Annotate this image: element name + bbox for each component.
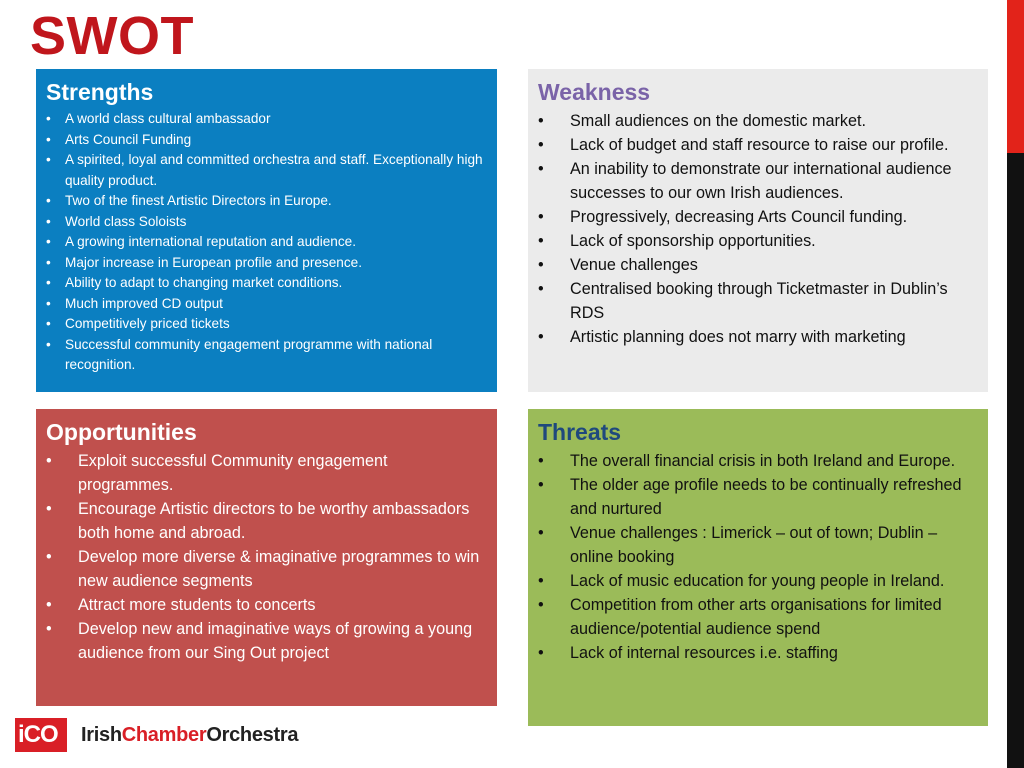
list-item-text: Successful community engagement programme with national recognition. — [65, 336, 433, 372]
brand-name — [81, 724, 298, 747]
list-item — [46, 335, 487, 376]
threats-heading: Threats — [538, 419, 622, 445]
list-item-text: Lack of music education for young people in Ireland. — [570, 572, 945, 590]
list-item — [46, 273, 487, 294]
bullet-icon: • — [46, 620, 52, 638]
weakness-box — [528, 69, 988, 392]
bullet-icon: • — [46, 336, 51, 352]
list-item — [538, 133, 978, 157]
bullet-icon: • — [538, 160, 544, 178]
weakness-heading: Weakness — [538, 79, 651, 105]
list-item-text: Two of the finest Artistic Directors in Europe. — [65, 193, 332, 208]
list-item-text: Progressively, decreasing Arts Council funding. — [570, 208, 908, 226]
bullet-icon: • — [538, 232, 544, 250]
bullet-icon: • — [46, 131, 51, 147]
list-item — [538, 229, 978, 253]
list-item-text: Major increase in European profile and presence. — [65, 254, 362, 270]
bullet-icon: • — [538, 644, 544, 662]
threats-list — [538, 449, 978, 665]
bullet-icon: • — [46, 193, 51, 208]
bullet-icon: • — [46, 548, 52, 566]
bullet-icon: • — [538, 596, 544, 614]
list-item — [46, 109, 487, 130]
bullet-icon: • — [538, 524, 544, 542]
slide-title: SWOT — [30, 6, 194, 66]
bullet-icon: • — [538, 476, 544, 494]
list-item-text: Much improved CD output — [65, 295, 223, 311]
list-item-text: A growing international reputation and audience. — [65, 234, 356, 249]
list-item-text: Competition from other arts organisations for limited audience/potential audience spend — [570, 596, 942, 638]
list-item — [46, 130, 487, 151]
bullet-icon: • — [538, 136, 544, 154]
list-item — [538, 569, 978, 593]
list-item — [538, 109, 978, 133]
bullet-icon: • — [538, 328, 544, 346]
list-item — [46, 617, 487, 665]
opportunities-box — [36, 409, 497, 706]
list-item — [46, 253, 487, 274]
list-item-text: Develop more diverse & imaginative programmes to win new audience segments — [78, 548, 480, 590]
bullet-icon: • — [46, 213, 51, 229]
bullet-icon: • — [538, 280, 544, 298]
ico-logo — [15, 717, 298, 753]
bullet-icon: • — [46, 596, 52, 614]
list-item-text: An inability to demonstrate our international audience successes to our own Irish audiences. — [570, 160, 952, 202]
list-item-text: Artistic planning does not marry with marketing — [570, 328, 906, 346]
bullet-icon: • — [46, 316, 51, 331]
list-item-text: Encourage Artistic directors to be worthy ambassadors both home and abroad. — [78, 500, 470, 542]
list-item-text: Venue challenges — [570, 256, 698, 274]
list-item — [46, 314, 487, 335]
list-item-text: Develop new and imaginative ways of growing a young audience from our Sing Out project — [78, 620, 473, 662]
list-item-text: Lack of budget and staff resource to raise our profile. — [570, 136, 949, 154]
list-item — [538, 593, 978, 641]
list-item — [538, 205, 978, 229]
list-item — [538, 277, 978, 325]
list-item-text: Exploit successful Community engagement programmes. — [78, 452, 388, 494]
threats-box — [528, 409, 988, 726]
list-item — [538, 521, 978, 569]
opportunities-list — [46, 449, 487, 665]
list-item-text: The overall financial crisis in both Ireland and Europe. — [570, 452, 956, 470]
bullet-icon: • — [46, 234, 51, 249]
list-item-text: The older age profile needs to be continually refreshed and nurtured — [570, 476, 962, 518]
ico-logo-mark: iCO — [15, 718, 67, 752]
bullet-icon: • — [46, 500, 52, 518]
weakness-list — [538, 109, 978, 349]
strengths-box — [36, 69, 497, 392]
list-item-text: Lack of internal resources i.e. staffing — [570, 644, 838, 662]
list-item — [46, 294, 487, 315]
list-item — [538, 253, 978, 277]
accent-bar-black — [1007, 153, 1024, 768]
brand-part-orchestra: Orchestra — [206, 723, 299, 746]
list-item — [538, 473, 978, 521]
list-item-text: Small audiences on the domestic market. — [570, 112, 867, 130]
list-item — [46, 212, 487, 233]
brand-part-chamber: Chamber — [121, 723, 207, 746]
list-item — [46, 545, 487, 593]
list-item — [46, 497, 487, 545]
bullet-icon: • — [538, 256, 544, 274]
list-item-text: Arts Council Funding — [65, 131, 192, 147]
bullet-icon: • — [538, 452, 544, 470]
list-item — [46, 150, 487, 191]
list-item — [46, 191, 487, 212]
list-item-text: Competitively priced tickets — [65, 316, 230, 331]
list-item — [538, 449, 978, 473]
list-item — [46, 232, 487, 253]
list-item-text: Venue challenges : Limerick – out of town; Dublin – online booking — [570, 524, 938, 566]
list-item — [538, 325, 978, 349]
bullet-icon: • — [46, 295, 51, 311]
bullet-icon: • — [46, 111, 51, 126]
list-item-text: Centralised booking through Ticketmaster in Dublin’s RDS — [570, 280, 948, 322]
strengths-list — [46, 109, 487, 376]
bullet-icon: • — [538, 572, 544, 590]
list-item-text: World class Soloists — [65, 213, 187, 229]
list-item — [46, 593, 487, 617]
list-item — [538, 641, 978, 665]
list-item — [46, 449, 487, 497]
bullet-icon: • — [46, 254, 51, 270]
bullet-icon: • — [538, 208, 544, 226]
accent-bar-red — [1007, 0, 1024, 153]
bullet-icon: • — [538, 112, 544, 130]
bullet-icon: • — [46, 152, 51, 167]
opportunities-heading: Opportunities — [46, 419, 197, 445]
list-item-text: Attract more students to concerts — [78, 596, 316, 614]
list-item-text: A world class cultural ambassador — [65, 111, 271, 126]
list-item-text: Lack of sponsorship opportunities. — [570, 232, 816, 250]
brand-part-irish: Irish — [81, 723, 122, 746]
list-item-text: Ability to adapt to changing market conditions. — [65, 275, 343, 290]
list-item-text: A spirited, loyal and committed orchestra and staff. Exceptionally high quality product. — [65, 152, 483, 188]
strengths-heading: Strengths — [46, 79, 154, 105]
bullet-icon: • — [46, 275, 51, 290]
bullet-icon: • — [46, 452, 52, 470]
list-item — [538, 157, 978, 205]
